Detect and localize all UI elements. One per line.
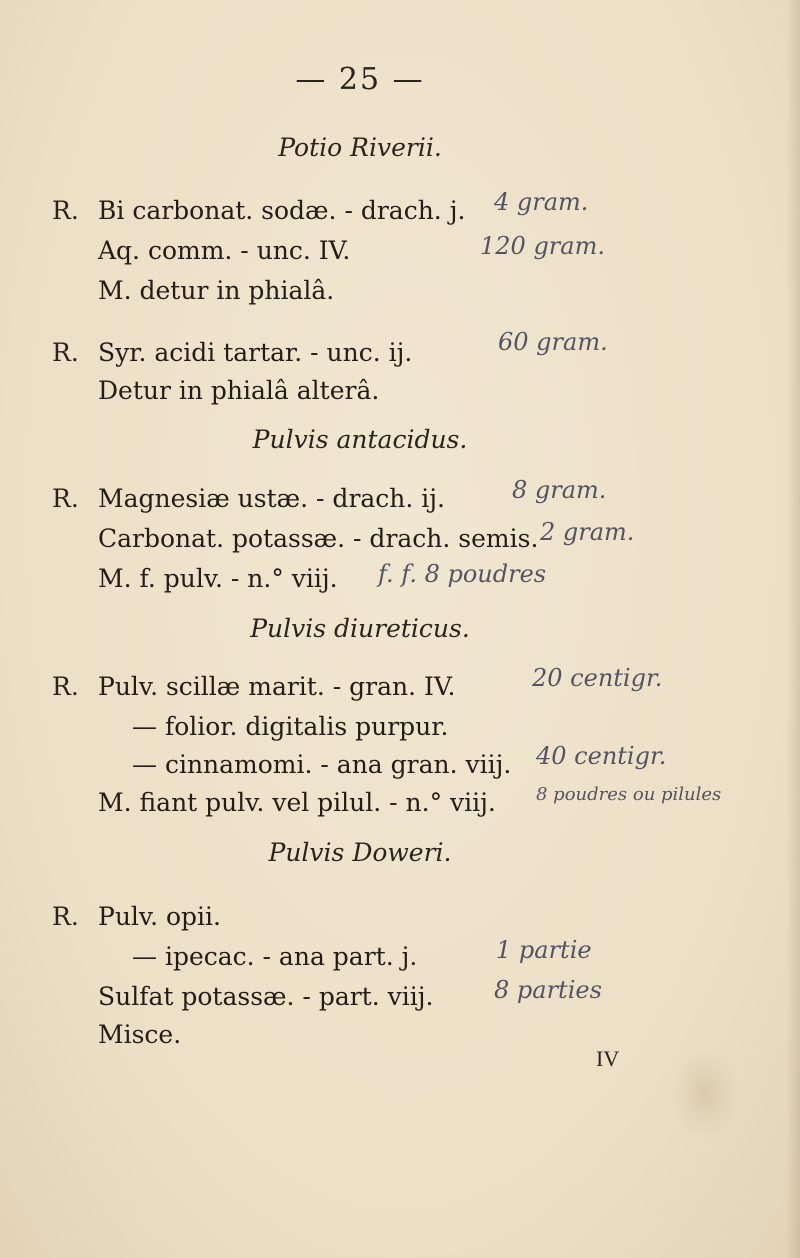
page-number: — 25 — xyxy=(295,62,425,97)
prescription-line: M. fiant pulv. vel pilul. - n.° viij. xyxy=(98,788,496,817)
prescription-line: Magnesiæ ustæ. - drach. ij. xyxy=(98,484,445,513)
rx-symbol: R. xyxy=(52,902,79,931)
prescription-line: — ipecac. - ana part. j. xyxy=(132,942,418,971)
rx-symbol: R. xyxy=(52,672,79,701)
handwritten-note: 40 centigr. xyxy=(536,742,667,770)
prescription-line: Pulv. scillæ marit. - gran. IV. xyxy=(98,672,456,701)
prescription-line: M. f. pulv. - n.° viij. xyxy=(98,564,338,593)
handwritten-note: 4 gram. xyxy=(494,188,589,216)
prescription-line: Pulv. opii. xyxy=(98,902,221,931)
handwritten-note: 1 partie xyxy=(496,936,592,964)
prescription-line: — cinnamomi. - ana gran. viij. xyxy=(132,750,512,779)
rx-symbol: R. xyxy=(52,196,79,225)
handwritten-note: 120 gram. xyxy=(480,232,605,260)
handwritten-note: 8 poudres ou pilules xyxy=(536,784,722,805)
prescription-line: Misce. xyxy=(98,1020,182,1049)
handwritten-note: 60 gram. xyxy=(498,328,608,356)
prescription-line: Bi carbonat. sodæ. - drach. j. xyxy=(98,196,466,225)
prescription-line: Sulfat potassæ. - part. viij. xyxy=(98,982,434,1011)
handwritten-note: f. f. 8 poudres xyxy=(378,560,547,588)
prescription-line: M. detur in phialâ. xyxy=(98,276,335,305)
section-title-potio-riverii: Potio Riverii. xyxy=(278,133,442,162)
page-gutter-shadow xyxy=(786,0,800,1258)
handwritten-note: 8 gram. xyxy=(512,476,607,504)
rx-symbol: R. xyxy=(52,484,79,513)
section-title-pulvis-doweri: Pulvis Doweri. xyxy=(268,838,452,867)
prescription-line: Syr. acidi tartar. - unc. ij. xyxy=(98,338,413,367)
paper-stain xyxy=(670,1048,740,1138)
handwritten-note: 20 centigr. xyxy=(532,664,663,692)
prescription-line: Aq. comm. - unc. IV. xyxy=(98,236,351,265)
prescription-line: Detur in phialâ alterâ. xyxy=(98,376,380,405)
prescription-line: Carbonat. potassæ. - drach. semis. xyxy=(98,524,539,553)
section-title-pulvis-antacidus: Pulvis antacidus. xyxy=(252,425,468,454)
prescription-line: — folior. digitalis purpur. xyxy=(132,712,449,741)
signature-mark: IV xyxy=(596,1046,620,1071)
rx-symbol: R. xyxy=(52,338,79,367)
handwritten-note: 8 parties xyxy=(494,976,602,1004)
section-title-pulvis-diureticus: Pulvis diureticus. xyxy=(250,614,470,643)
handwritten-note: 2 gram. xyxy=(540,518,635,546)
